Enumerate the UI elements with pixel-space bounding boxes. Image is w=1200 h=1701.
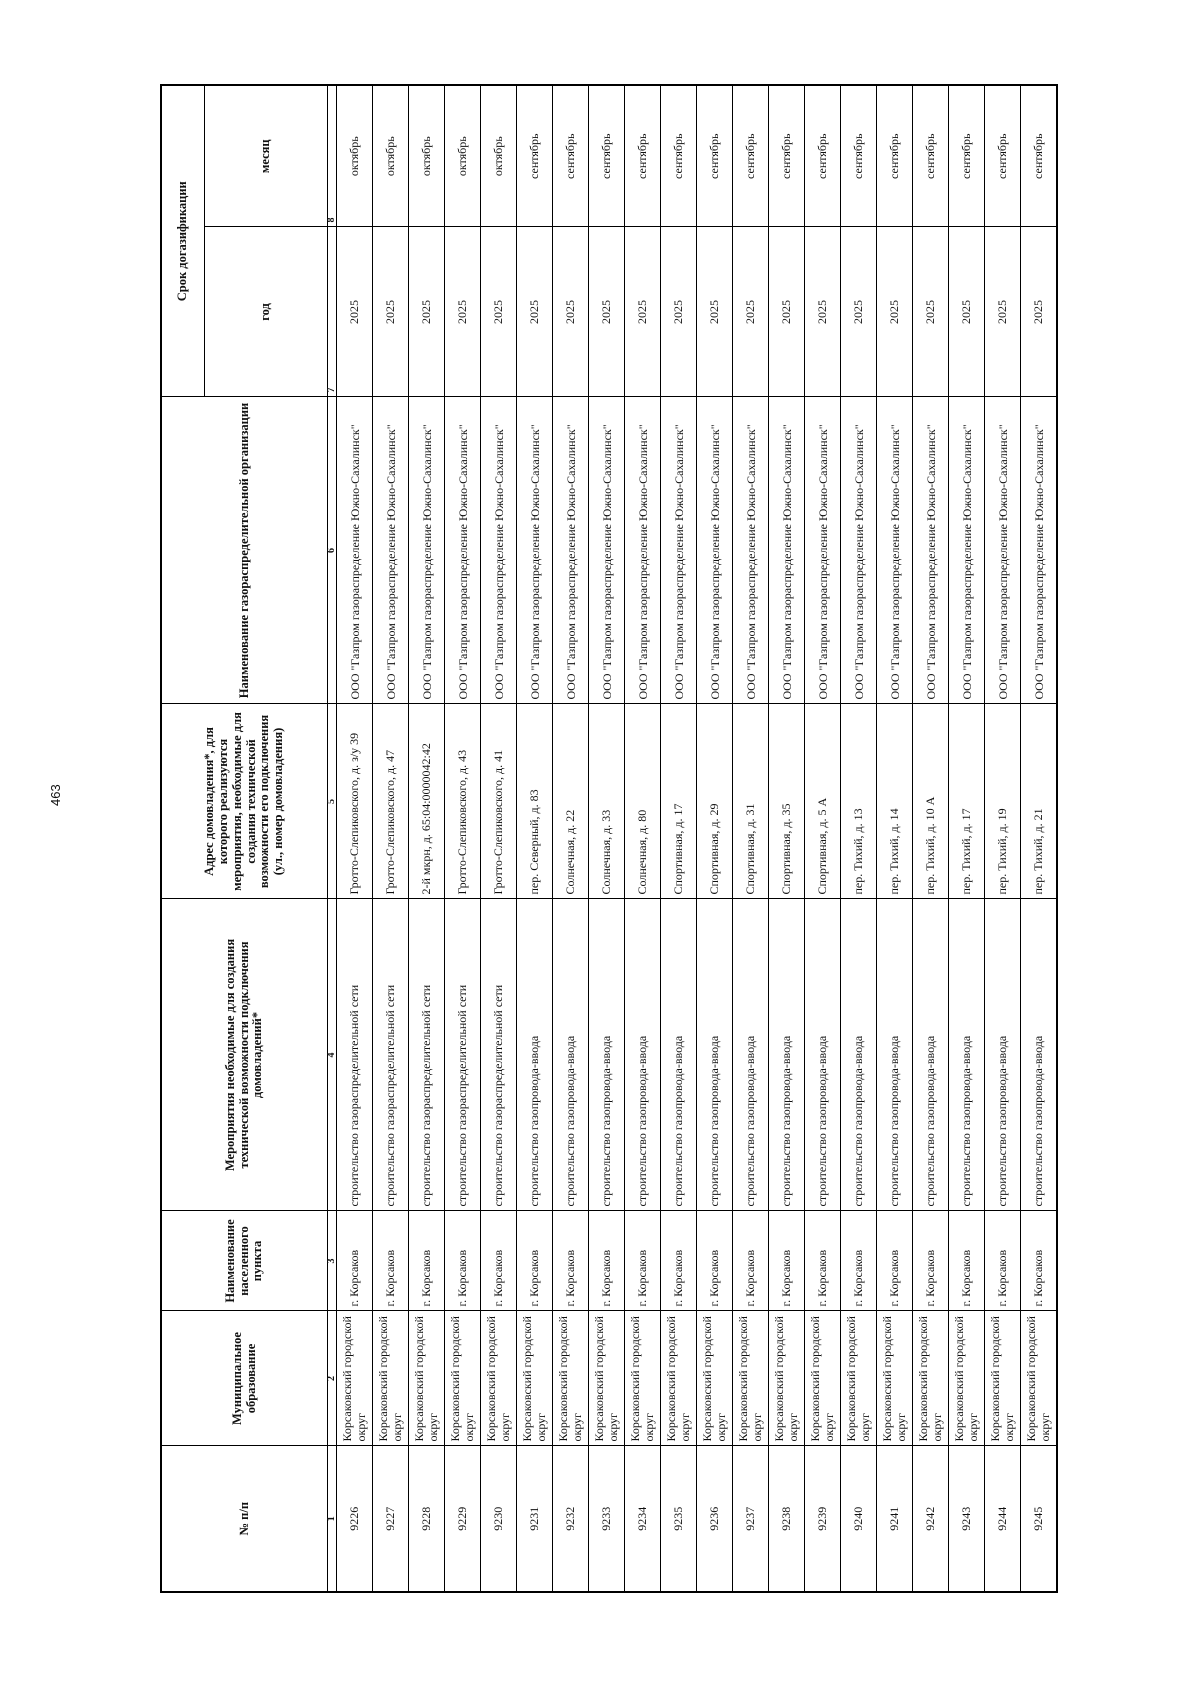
settlement-cell: г. Корсаков (481, 1211, 517, 1311)
row-number-cell: 9236 (697, 1446, 733, 1592)
address-cell: пер. Тихий, д. 21 (1021, 704, 1058, 899)
gasification-table-wrapper (160, 86, 1052, 1593)
organization-cell: ООО "Газпром газораспределение Южно-Сахалинск" (769, 397, 805, 704)
organization-cell: ООО "Газпром газораспределение Южно-Сахалинск" (481, 397, 517, 704)
municipality-cell: Корсаковский городской округ (409, 1311, 445, 1446)
row-number-cell: 9229 (445, 1446, 481, 1592)
month-cell: сентябрь (1021, 85, 1058, 227)
municipality-cell: Корсаковский городской округ (697, 1311, 733, 1446)
municipality-cell: Корсаковский городской округ (445, 1311, 481, 1446)
table-row (445, 85, 481, 1592)
column-number: 3 (328, 1211, 337, 1311)
month-cell: сентябрь (949, 85, 985, 227)
table-row (337, 85, 373, 1592)
row-number-cell: 9228 (409, 1446, 445, 1592)
organization-cell: ООО "Газпром газораспределение Южно-Сахалинск" (985, 397, 1021, 704)
month-cell: сентябрь (697, 85, 733, 227)
month-cell: октябрь (481, 85, 517, 227)
organization-cell: ООО "Газпром газораспределение Южно-Сахалинск" (913, 397, 949, 704)
organization-cell: ООО "Газпром газораспределение Южно-Сахалинск" (373, 397, 409, 704)
row-number-cell: 9235 (661, 1446, 697, 1592)
organization-cell: ООО "Газпром газораспределение Южно-Сахалинск" (553, 397, 589, 704)
municipality-cell: Корсаковский городской округ (913, 1311, 949, 1446)
month-cell: сентябрь (805, 85, 841, 227)
month-cell: сентябрь (517, 85, 553, 227)
table-row (625, 85, 661, 1592)
settlement-cell: г. Корсаков (445, 1211, 481, 1311)
row-number-cell: 9242 (913, 1446, 949, 1592)
activity-cell: строительство газораспределительной сети (445, 899, 481, 1211)
settlement-cell: г. Корсаков (517, 1211, 553, 1311)
year-cell: 2025 (985, 227, 1021, 397)
gasification-table (160, 84, 1058, 1593)
organization-cell: ООО "Газпром газораспределение Южно-Сахалинск" (805, 397, 841, 704)
header-number: № п/п (161, 1446, 328, 1592)
activity-cell: строительство газораспределительной сети (373, 899, 409, 1211)
address-cell: пер. Тихий, д. 14 (877, 704, 913, 899)
activity-cell: строительство газопровода-ввода (553, 899, 589, 1211)
municipality-cell: Корсаковский городской округ (373, 1311, 409, 1446)
table-row (373, 85, 409, 1592)
column-number: 6 (328, 397, 337, 704)
organization-cell: ООО "Газпром газораспределение Южно-Сахалинск" (661, 397, 697, 704)
table-row (697, 85, 733, 1592)
organization-cell: ООО "Газпром газораспределение Южно-Сахалинск" (409, 397, 445, 704)
municipality-cell: Корсаковский городской округ (985, 1311, 1021, 1446)
activity-cell: строительство газопровода-ввода (517, 899, 553, 1211)
column-number: 1 (328, 1446, 337, 1592)
address-cell: Спортивная, д. 31 (733, 704, 769, 899)
row-number-cell: 9231 (517, 1446, 553, 1592)
settlement-cell: г. Корсаков (589, 1211, 625, 1311)
settlement-cell: г. Корсаков (625, 1211, 661, 1311)
address-cell: Гротто-Слепиковского, д. 43 (445, 704, 481, 899)
activity-cell: строительство газопровода-ввода (805, 899, 841, 1211)
organization-cell: ООО "Газпром газораспределение Южно-Сахалинск" (445, 397, 481, 704)
municipality-cell: Корсаковский городской округ (661, 1311, 697, 1446)
settlement-cell: г. Корсаков (337, 1211, 373, 1311)
municipality-cell: Корсаковский городской округ (337, 1311, 373, 1446)
header-deadline: Срок догазификации (161, 85, 205, 397)
table-row (1021, 85, 1058, 1592)
header-address: Адрес домовладения*, для которого реализуются мероприятия, необходимые для создания технической возможности его подключения (ул., номер домовладения) (161, 704, 328, 899)
year-cell: 2025 (445, 227, 481, 397)
settlement-cell: г. Корсаков (949, 1211, 985, 1311)
address-cell: пер. Тихий, д. 19 (985, 704, 1021, 899)
year-cell: 2025 (769, 227, 805, 397)
organization-cell: ООО "Газпром газораспределение Южно-Сахалинск" (949, 397, 985, 704)
organization-cell: ООО "Газпром газораспределение Южно-Сахалинск" (625, 397, 661, 704)
municipality-cell: Корсаковский городской округ (805, 1311, 841, 1446)
table-row (769, 85, 805, 1592)
year-cell: 2025 (733, 227, 769, 397)
municipality-cell: Корсаковский городской округ (877, 1311, 913, 1446)
address-cell: Солнечная, д. 33 (589, 704, 625, 899)
address-cell: Спортивная, д. 5 А (805, 704, 841, 899)
activity-cell: строительство газопровода-ввода (661, 899, 697, 1211)
address-cell: пер. Тихий, д. 10 А (913, 704, 949, 899)
municipality-cell: Корсаковский городской округ (733, 1311, 769, 1446)
settlement-cell: г. Корсаков (661, 1211, 697, 1311)
header-month: месяц (205, 85, 328, 227)
settlement-cell: г. Корсаков (409, 1211, 445, 1311)
settlement-cell: г. Корсаков (913, 1211, 949, 1311)
address-cell: Спортивная, д. 35 (769, 704, 805, 899)
column-number: 7 (328, 227, 337, 397)
year-cell: 2025 (625, 227, 661, 397)
organization-cell: ООО "Газпром газораспределение Южно-Сахалинск" (733, 397, 769, 704)
activity-cell: строительство газораспределительной сети (409, 899, 445, 1211)
activity-cell: строительство газопровода-ввода (1021, 899, 1058, 1211)
activity-cell: строительство газопровода-ввода (841, 899, 877, 1211)
address-cell: пер. Тихий, д. 13 (841, 704, 877, 899)
month-cell: сентябрь (589, 85, 625, 227)
settlement-cell: г. Корсаков (769, 1211, 805, 1311)
table-row (481, 85, 517, 1592)
activity-cell: строительство газопровода-ввода (625, 899, 661, 1211)
month-cell: сентябрь (877, 85, 913, 227)
year-cell: 2025 (1021, 227, 1058, 397)
activity-cell: строительство газопровода-ввода (985, 899, 1021, 1211)
table-row (877, 85, 913, 1592)
address-cell: Спортивная, д. 17 (661, 704, 697, 899)
table-row (553, 85, 589, 1592)
year-cell: 2025 (517, 227, 553, 397)
organization-cell: ООО "Газпром газораспределение Южно-Сахалинск" (697, 397, 733, 704)
activity-cell: строительство газораспределительной сети (481, 899, 517, 1211)
activity-cell: строительство газопровода-ввода (949, 899, 985, 1211)
activity-cell: строительство газопровода-ввода (913, 899, 949, 1211)
month-cell: октябрь (445, 85, 481, 227)
table-row (985, 85, 1021, 1592)
header-year: год (205, 227, 328, 397)
municipality-cell: Корсаковский городской округ (589, 1311, 625, 1446)
address-cell: Гротто-Слепиковского, д. з/у 39 (337, 704, 373, 899)
municipality-cell: Корсаковский городской округ (1021, 1311, 1058, 1446)
organization-cell: ООО "Газпром газораспределение Южно-Сахалинск" (337, 397, 373, 704)
settlement-cell: г. Корсаков (553, 1211, 589, 1311)
organization-cell: ООО "Газпром газораспределение Южно-Сахалинск" (877, 397, 913, 704)
month-cell: сентябрь (733, 85, 769, 227)
municipality-cell: Корсаковский городской округ (625, 1311, 661, 1446)
month-cell: сентябрь (841, 85, 877, 227)
row-number-cell: 9239 (805, 1446, 841, 1592)
activity-cell: строительство газопровода-ввода (589, 899, 625, 1211)
year-cell: 2025 (805, 227, 841, 397)
table-row (949, 85, 985, 1592)
settlement-cell: г. Корсаков (373, 1211, 409, 1311)
organization-cell: ООО "Газпром газораспределение Южно-Сахалинск" (589, 397, 625, 704)
year-cell: 2025 (373, 227, 409, 397)
column-number-row (328, 85, 337, 1592)
table-row (733, 85, 769, 1592)
table-row (589, 85, 625, 1592)
table-row (841, 85, 877, 1592)
table-row (805, 85, 841, 1592)
row-number-cell: 9241 (877, 1446, 913, 1592)
activity-cell: строительство газопровода-ввода (733, 899, 769, 1211)
year-cell: 2025 (913, 227, 949, 397)
organization-cell: ООО "Газпром газораспределение Южно-Сахалинск" (1021, 397, 1058, 704)
settlement-cell: г. Корсаков (985, 1211, 1021, 1311)
month-cell: сентябрь (625, 85, 661, 227)
address-cell: Солнечная, д. 80 (625, 704, 661, 899)
row-number-cell: 9237 (733, 1446, 769, 1592)
activity-cell: строительство газопровода-ввода (697, 899, 733, 1211)
address-cell: Спортивная, д. 29 (697, 704, 733, 899)
municipality-cell: Корсаковский городской округ (517, 1311, 553, 1446)
address-cell: Гротто-Слепиковского, д. 41 (481, 704, 517, 899)
address-cell: Гротто-Слепиковского, д. 47 (373, 704, 409, 899)
settlement-cell: г. Корсаков (877, 1211, 913, 1311)
month-cell: сентябрь (985, 85, 1021, 227)
month-cell: октябрь (409, 85, 445, 227)
year-cell: 2025 (877, 227, 913, 397)
address-cell: пер. Северный, д. 83 (517, 704, 553, 899)
row-number-cell: 9226 (337, 1446, 373, 1592)
settlement-cell: г. Корсаков (805, 1211, 841, 1311)
table-row (517, 85, 553, 1592)
row-number-cell: 9238 (769, 1446, 805, 1592)
page-number: 463 (48, 784, 63, 806)
year-cell: 2025 (697, 227, 733, 397)
year-cell: 2025 (409, 227, 445, 397)
activity-cell: строительство газопровода-ввода (877, 899, 913, 1211)
column-number: 5 (328, 704, 337, 899)
row-number-cell: 9243 (949, 1446, 985, 1592)
month-cell: сентябрь (769, 85, 805, 227)
municipality-cell: Корсаковский городской округ (949, 1311, 985, 1446)
column-number: 8 (328, 85, 337, 227)
table-row (661, 85, 697, 1592)
month-cell: сентябрь (913, 85, 949, 227)
settlement-cell: г. Корсаков (733, 1211, 769, 1311)
row-number-cell: 9230 (481, 1446, 517, 1592)
row-number-cell: 9240 (841, 1446, 877, 1592)
row-number-cell: 9232 (553, 1446, 589, 1592)
settlement-cell: г. Корсаков (841, 1211, 877, 1311)
column-number: 4 (328, 899, 337, 1211)
header-settlement: Наименование населенного пункта (161, 1211, 328, 1311)
organization-cell: ООО "Газпром газораспределение Южно-Сахалинск" (517, 397, 553, 704)
year-cell: 2025 (949, 227, 985, 397)
month-cell: октябрь (337, 85, 373, 227)
activity-cell: строительство газопровода-ввода (769, 899, 805, 1211)
settlement-cell: г. Корсаков (697, 1211, 733, 1311)
year-cell: 2025 (337, 227, 373, 397)
row-number-cell: 9227 (373, 1446, 409, 1592)
activity-cell: строительство газораспределительной сети (337, 899, 373, 1211)
address-cell: Солнечная, д. 22 (553, 704, 589, 899)
year-cell: 2025 (481, 227, 517, 397)
address-cell: пер. Тихий, д. 17 (949, 704, 985, 899)
row-number-cell: 9245 (1021, 1446, 1058, 1592)
header-row-1 (161, 85, 205, 1592)
year-cell: 2025 (841, 227, 877, 397)
month-cell: сентябрь (553, 85, 589, 227)
row-number-cell: 9233 (589, 1446, 625, 1592)
municipality-cell: Корсаковский городской округ (769, 1311, 805, 1446)
header-municipality: Муниципальное образование (161, 1311, 328, 1446)
table-row (913, 85, 949, 1592)
organization-cell: ООО "Газпром газораспределение Южно-Сахалинск" (841, 397, 877, 704)
table-row (409, 85, 445, 1592)
year-cell: 2025 (661, 227, 697, 397)
row-number-cell: 9234 (625, 1446, 661, 1592)
month-cell: сентябрь (661, 85, 697, 227)
row-number-cell: 9244 (985, 1446, 1021, 1592)
month-cell: октябрь (373, 85, 409, 227)
municipality-cell: Корсаковский городской округ (553, 1311, 589, 1446)
header-activities: Мероприятия необходимые для создания технической возможности подключения домовладений* (161, 899, 328, 1211)
header-organization: Наименование газораспределительной организации (161, 397, 328, 704)
year-cell: 2025 (589, 227, 625, 397)
address-cell: 2-й мкрн, д. 65:04:0000042:42 (409, 704, 445, 899)
year-cell: 2025 (553, 227, 589, 397)
settlement-cell: г. Корсаков (1021, 1211, 1058, 1311)
municipality-cell: Корсаковский городской округ (481, 1311, 517, 1446)
column-number: 2 (328, 1311, 337, 1446)
municipality-cell: Корсаковский городской округ (841, 1311, 877, 1446)
